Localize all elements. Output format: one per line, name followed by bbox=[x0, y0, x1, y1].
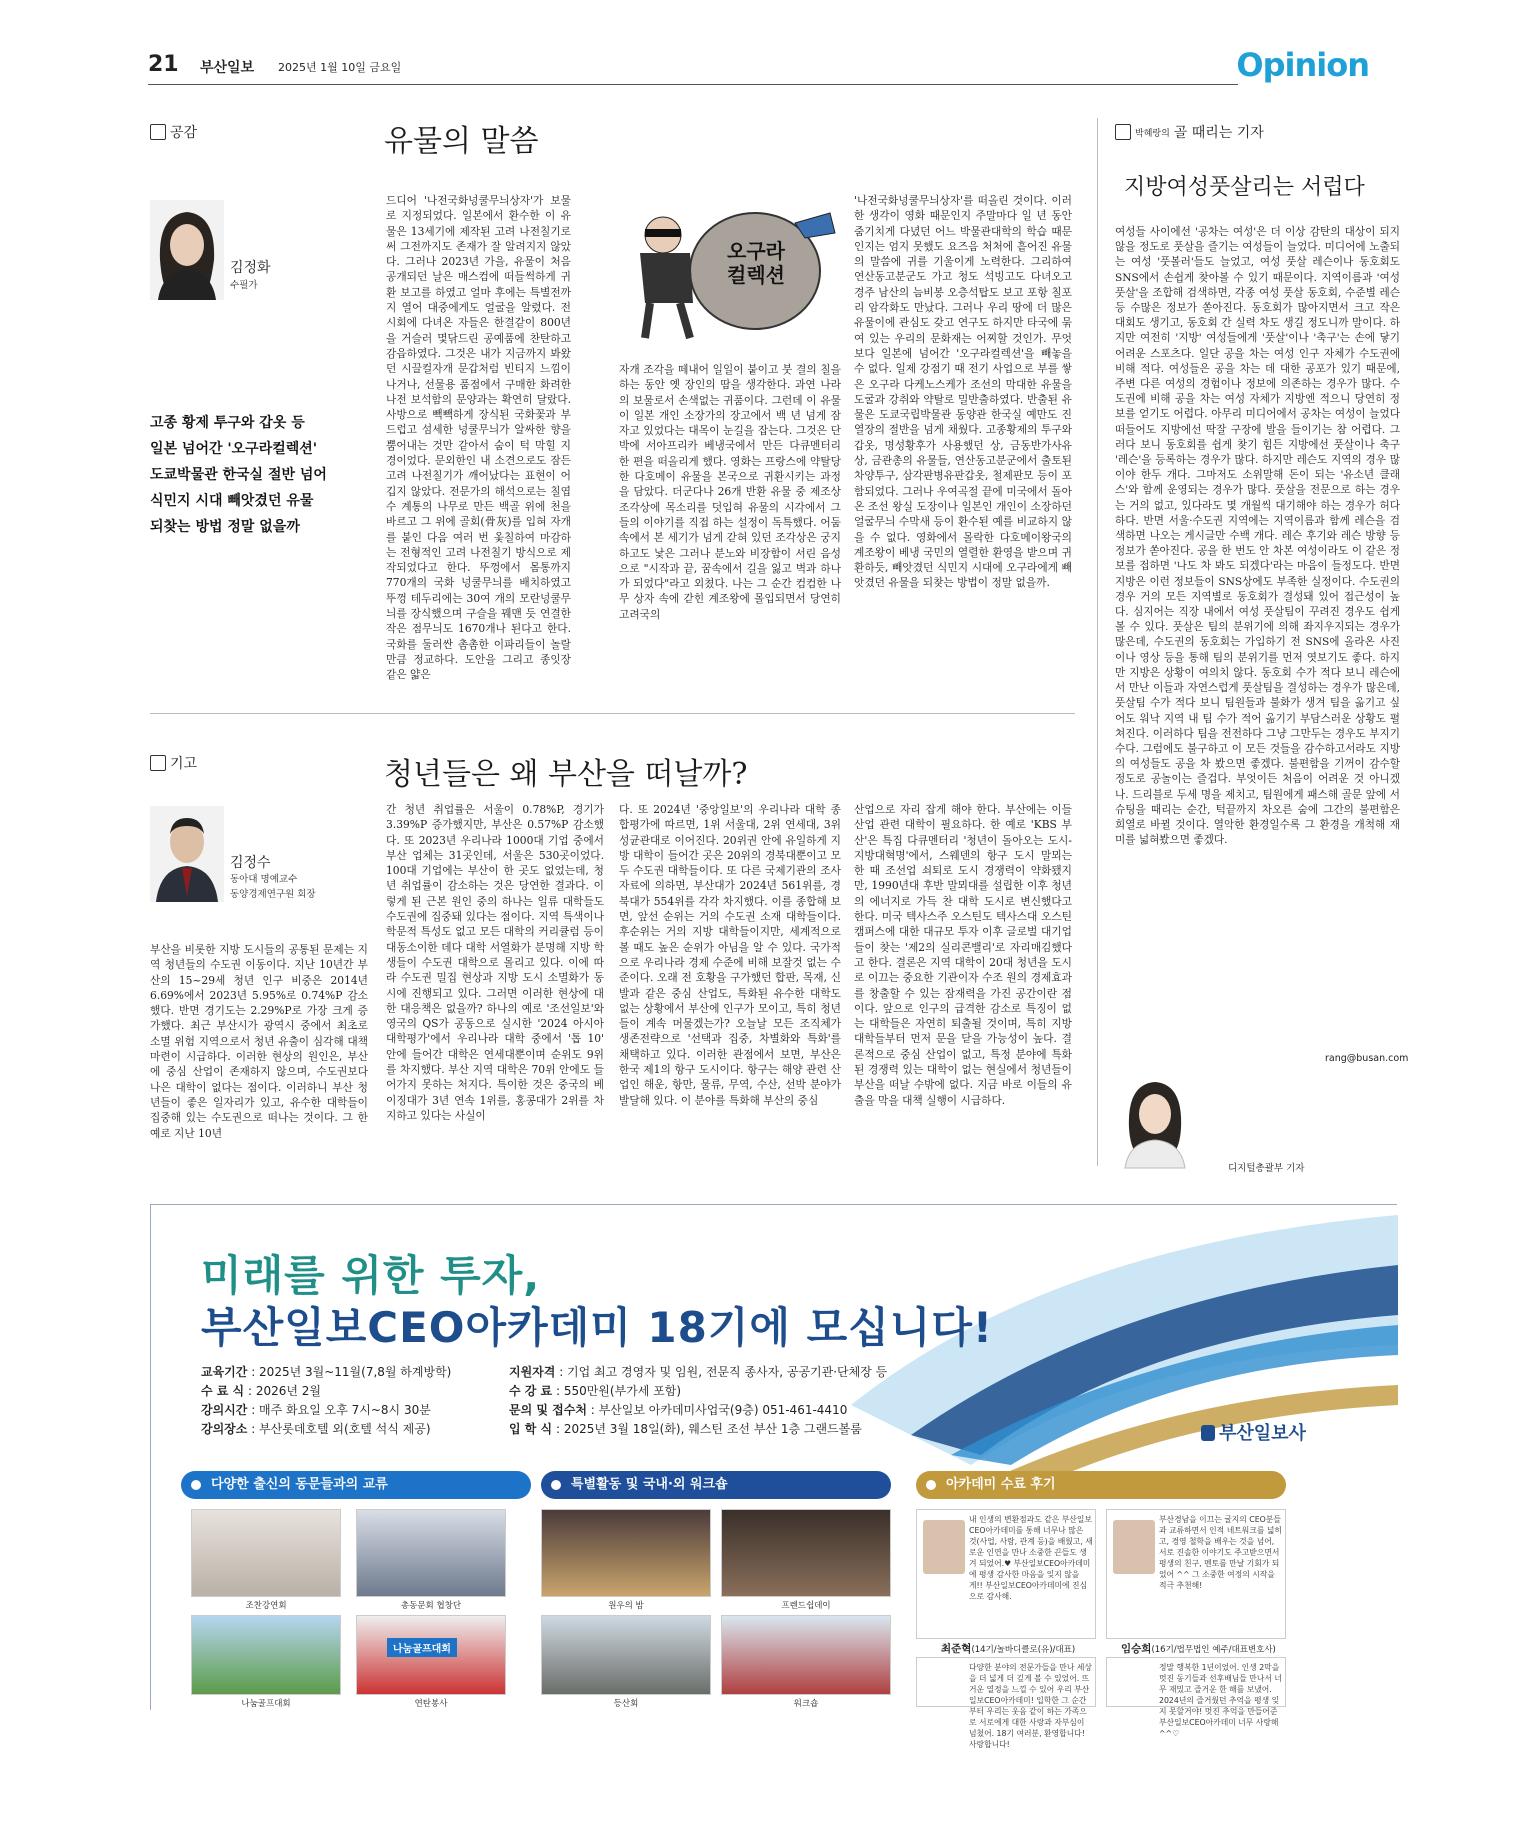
author-name: 김정화 bbox=[230, 260, 271, 276]
author-photo-kimjunghwa bbox=[150, 200, 224, 300]
testimonial-card bbox=[916, 1657, 1096, 1749]
testimonial-text: 다양한 분야의 전문가들을 만나 세상을 더 넓게 더 깊게 볼 수 있었어. 뜨거운 열정을 느낄 수 있어 우리 부산일보CEO아카데미! 입학한 그 순간부터 우리는 웃음 같이 하는 가족으로 서로에게 대한 사랑과 자부심이 넘쳤어. 18기 여러분, 환영합니다! 사랑합니다! bbox=[969, 1663, 1092, 1749]
info-row bbox=[509, 1401, 887, 1420]
column-label-gigo bbox=[150, 753, 197, 773]
photo-caption: 워크숍 bbox=[793, 1699, 819, 1709]
ad-headline-2: 부산일보CEO아카데미 18기에 모십니다! bbox=[201, 1303, 994, 1352]
info-key: 입 학 식 bbox=[509, 1422, 553, 1436]
info-value: : 부산일보 아카데미사업국(9층) 051-461-4410 bbox=[586, 1403, 848, 1417]
info-row bbox=[201, 1420, 451, 1439]
column-label-text: 공감 bbox=[170, 125, 198, 141]
pill-label: 아카데미 수료 후기 bbox=[946, 1477, 1056, 1492]
photo-caption: 총동문회 협창단 bbox=[400, 1601, 462, 1611]
testimonial-author bbox=[941, 1641, 1075, 1656]
info-row bbox=[201, 1363, 451, 1382]
info-row bbox=[201, 1382, 451, 1401]
brand-name: 부산일보사 bbox=[1219, 1423, 1306, 1444]
article-summary bbox=[150, 410, 370, 540]
header-rule bbox=[148, 84, 1238, 85]
author-role-line: 동아대 명예교수 bbox=[230, 874, 298, 885]
author-role: 수필가 bbox=[230, 280, 258, 291]
event-photo bbox=[721, 1509, 891, 1597]
article-body-col: 여성들 사이에선 '공차는 여성'은 더 이상 감탄의 대상이 되지 않을 정도로 풋살을 즐기는 여성들이 늘었다. 미디어에 노출되는 여성 '풋볼러'들도 늘었고, 여성 풋살 레슨이나 동호회도 SNS에서 손쉽게 찾아볼 수 있기 때문이다. 지역이름과 '여성 풋살'을 조합해 검색하면, 각종 여성 풋살 동호회, 수준별 레슨 등 수많은 정보가 쏟아진다. 동호회가 많아지면서 크고 작은 대회도 생기고, 동호회 간 실력 차도 생길 정도니까 말이다. 하지만 여전히 '지방' 여성들에게 '풋살'이나 '축구'는 손에 닿기 어려운 스포츠다. 일단 공을 차는 여성 인구 자체가 수도권에 비해 적다. 여성들은 공을 차는 데 대한 공포가 있기 때문에, 주변 다른 여성의 경험이나 정보에 의존하는 경우가 많다. 수도권에 비해 공을 차는 여성 자체가 지방엔 적으니 당연히 정보를 얻기도 어렵다. 아무리 미디어에서 공차는 여성이 늘었다 떠들어도 지방에선 딱잘 구장에 발을 들이기는 참 어렵다. 그러다 보니 동호회를 쉽게 찾기 힘든 지방에선 풋살이나 축구 '레슨'을 등록하는 경우가 많다. 하지만 레슨도 지역의 경우 많이야 한두 개다. 그마저도 소위말해 돈이 되는 '유소년 클래스'와 함께 운영되는 경우가 많다. 풋살을 전문으로 하는 경우는 거의 없고, 있다라도 몇 개월씩 대기해야 하는 경우가 허다하다. 반면 서울·수도권 지역에는 지역이름과 함께 레슨을 검색하면 나오는 게시글만 수백 개다. 레슨 후기와 레슨 방향 등 정보가 쏟아진다. 공을 한 번도 안 차본 여성이라도 이 같은 정보를 접하면 '나도 차 봐도 되겠다'라는 마음이 들정도다. 반면 지방은 이런 정보들이 SNS상에도 부족한 실정이다. 수도권의 경우 거의 모든 지역별로 동호회가 결성돼 있어 접근성이 높다. 심지어는 직장 내에서 여성 풋살팀이 꾸려진 경우도 쉽게 볼 수 있다. 풋살은 팀의 분위기에 의해 좌지우지되는 경우가 많은데, 수도권의 동호회는 가입하기 전 SNS에 올라온 사진이나 영상 등을 통해 팀의 분위기를 먼저 엿보기도 좋다. 하지만 지방은 상황이 여의치 않다. 동호회 수가 적다 보니 레슨에서 만난 이들과 자연스럽게 풋살팀을 결성하는 경우가 많은데, 풋살팀 수가 적다 보니 팀원들과 불화가 생겨 팀을 옮기고 싶어도 워낙 지역 내 팀 수가 적어 옮기기 부담스러운 상황도 펼쳐진다. 이러하다 팀을 전전하다 그냥 그만두는 경우도 부지기수다. 그럼에도 불구하고 이 모든 것들을 감수하고서라도 지방의 여성들도 공을 차 봤으면 좋겠다. 불편함을 기꺼이 감수할 정도로 공놀이는 즐겁다. 부엇이든 처음이 어려운 것 아니겠나. 드리블로 두세 명을 제치고, 팀원에게 패스해 골문 앞에 서 슈팅을 때리는 순간, 턱끝까지 차오른 숨에 그간의 불편함은 희열로 바뀔 것이다. 열악한 환경일수록 그 환경을 개척해 재미를 넓혀봤으면 좋겠다. bbox=[1115, 226, 1400, 847]
testimonial-card bbox=[1106, 1509, 1286, 1639]
portrait-woman-icon bbox=[1115, 1068, 1195, 1168]
testimonial-photo bbox=[1113, 1520, 1155, 1574]
photo-caption: 조찬강연회 bbox=[245, 1601, 287, 1611]
summary-line: 일본 넘어간 '오구라컬렉션' bbox=[150, 441, 318, 457]
info-key: 교육기간 bbox=[201, 1365, 248, 1379]
info-value: : 2025년 3월~11월(7,8월 하계방학) bbox=[247, 1365, 452, 1379]
author-name: 최준혁 bbox=[941, 1643, 972, 1655]
section-pill-activities bbox=[541, 1471, 891, 1499]
column-label-goal bbox=[1115, 122, 1264, 142]
info-row bbox=[509, 1363, 887, 1382]
info-value: : 2026년 2월 bbox=[244, 1384, 321, 1398]
cartoon-caption: 오구라 컬렉션 bbox=[727, 239, 785, 287]
ad-info-left bbox=[201, 1363, 451, 1439]
summary-line: 식민지 시대 빼앗겼던 유물 bbox=[150, 493, 314, 509]
event-photo bbox=[721, 1615, 891, 1695]
ceo-academy-advertisement bbox=[150, 1204, 1397, 1749]
article-headline: 유물의 말씀 bbox=[384, 124, 539, 159]
info-key: 수 료 식 bbox=[201, 1384, 245, 1398]
summary-line: 고종 황제 투구와 갑옷 등 bbox=[150, 415, 305, 431]
testimonial-author bbox=[1121, 1641, 1276, 1656]
event-photo bbox=[541, 1509, 711, 1597]
photo-caption: 원우의 밤 bbox=[608, 1601, 644, 1611]
bullet-icon bbox=[926, 1480, 936, 1490]
article-headline: 지방여성풋살리는 서럽다 bbox=[1124, 175, 1365, 200]
column-divider bbox=[1097, 118, 1098, 1166]
article-body-col: 드디어 '나전국화넝쿨무늬상자'가 보물로 지정되었다. 일본에서 환수한 이 유물은 13세기에 제작된 고려 나전칠기로써 그전까지도 존재가 잘 알려지지 않았다. 그러나 2023년 가을, 유물이 처음 공개되던 날은 매스컴에 떠들썩하게 귀환 보고를 하였고 얼마 후에는 특별전까지 열어 대중에게도 얼굴을 알렸다. 전시회에 다녀온 자들은 한결같이 800년을 거슬러 몇닦드린 공예품에 찬탄하고 감읍하였다. 그것은 내가 지금까지 봐왔던 시끌컬자개 문갑처럼 빈티지 느낌이 나거나, 선물용 품점에서 구매한 화려한 나전 보석함의 문양과는 확연히 달랐다. 사방으로 빽빽하게 장식된 국화꽃과 부드럽고 섬세한 넝쿨무늬가 알싸한 향을 뿜어내는 것만 같아서 숨이 턱 막힐 지경이었다. 문외한인 내 소견으로도 잠든 고려 나전칠기가 깨어났다는 표현이 어깁지 않았다. 전문가의 해석으로는 칠엽수 계통의 나무로 만든 백골 위에 천을 바르고 그 위에 골회(骨灰)를 입혀 자개를 붙인 다음 여러 번 옻칠하여 마감하는 전형적인 고려 나전칠기 방식으로 제작되었다고 한다. 뚜껑에서 몸통까지 770개의 국화 넝쿨무늬를 배치하였고 뚜껑 테두리에는 30여 개의 모란넝쿨무늬를 장식했으며 구슬을 꿰맨 듯 연결한 작은 점무늬도 1670개나 된다고 한다. 국화를 둘러싼 촘촘한 이파리들이 놀랄 만큼 정교하다. 도안을 그리고 종잇장 같은 얇은 bbox=[386, 194, 571, 682]
photo-caption: 프렌드쉽데이 bbox=[781, 1601, 831, 1611]
ad-brand bbox=[1201, 1419, 1306, 1445]
author-role: (14기/놀바디클로(유)/대표) bbox=[971, 1645, 1076, 1655]
info-row bbox=[201, 1401, 451, 1420]
author-name: 임승희 bbox=[1121, 1643, 1152, 1655]
article-body-col: 산업으로 자리 잡게 해야 한다. 부산에는 이들 산업 관련 대학이 필요하다. 한 예로 'KBS 부산'은 특집 다큐멘터리 '청년이 돌아오는 도시-지방대혁명'에서, 스웨덴의 항구 도시 말뫼는 한 때 조선업 쇠퇴로 도시 경쟁력이 약화됐지만, 1990년대 후반 말뫼대를 설립한 이후 청년의 에너지로 가득 찬 대학 도시로 변신했다고 한다. 미국 텍사스주 오스틴도 텍사스대 오스틴캠퍼스에 대한 대규모 투자 이후 글로벌 대기업들이 찾는 '제2의 실리콘밸리'로 자리매김했다고 한다. 결론은 지역 대학이 20대 청년을 도시로 이끄는 중요한 기관이자 수조 원의 경제효과를 창출할 수 있는 잠재력을 가진 공간이란 점이다. 앞으로 인구의 급격한 감소로 특징이 없는 대학들은 자연히 퇴출될 것이며, 특히 지방 대학들부터 먼저 문을 닫을 가능성이 높다. 결론적으로 중심 산업이 없고, 특정 분야에 특화된 경쟁력 있는 대학이 없는 현실에서 청년들이 부산을 떠날 수밖에 없다. 지금 바로 이들의 유출을 막을 대책 실행이 시급하다. bbox=[854, 803, 1072, 1107]
summary-line: 되찾는 방법 정말 없을까 bbox=[150, 519, 300, 535]
info-key: 강의시간 bbox=[201, 1403, 248, 1417]
book-icon bbox=[1115, 124, 1131, 140]
bullet-icon bbox=[551, 1480, 561, 1490]
info-key: 수 강 료 bbox=[509, 1384, 553, 1398]
info-value: : 기업 최고 경영자 및 임원, 전문직 종사자, 공공기관·단체장 등 bbox=[555, 1365, 888, 1379]
testimonial-text: 내 인생의 변환점과도 같은 부산일보 CEO아카데미를 통해 너무나 많은 것(사업, 사람, 관계 등)을 배웠고, 새로운 인연을 만나 소중한 끈들도 생겨 되었어.♥ 부산일보CEO아카데미에 평생 감사한 마음을 잊지 않을게!! 부산일보CEO아카데미에 진심으로 감사해. bbox=[969, 1515, 1093, 1601]
event-photo bbox=[356, 1509, 506, 1597]
book-icon bbox=[150, 755, 166, 771]
testimonial-text: 정말 행복한 1년이었어. 인생 2막을 멋진 동기들과 선후배님들 만나서 너무 재밌고 즐거운 한 해를 보냈어. 2024년의 즐거웠던 추억을 평생 잊지 못할거야! 멋진 추억을 만들어준 부산일보CEO아카데미 너무 사랑해 ^^♡ bbox=[1159, 1663, 1282, 1738]
event-photo bbox=[541, 1615, 711, 1695]
section-pill-reviews bbox=[916, 1471, 1286, 1499]
author-name: 김정수 bbox=[230, 855, 271, 871]
article-body-col: 간 청년 취업률은 서울이 0.78%P, 경기가 3.39%P 증가했지만, 부산은 0.57%P 감소했다. 또 2023년 우리나라 1000대 기업 중에서 부산 업체는 31곳인데, 서울은 530곳이었다. 100대 기업에는 부산이 한 곳도 없었는데, 청년 취업률이 감소하는 것은 당연한 결과다. 이렇게 된 근본 원인 중의 하나는 일류 대학들도 수도권에 집중돼 있다는 점이다. 지역 특색이나 학문적 특성도 없고 모든 대학의 커리큘럼 등이 대동소이한 데다 대학 서열화가 분명해 지방 학생들이 수도권 대학으로 몰리고 있다. 이에 따라 수도권 밀집 현상과 지방 도시 소멸화가 동시에 진행되고 있다. 그러면 이러한 현상에 대한 대응책은 없을까? 하나의 예로 '조선일보'와 영국의 QS가 공동으로 실시한 '2024 아시아 대학평가'에서 우리나라 대학 중에서 '톱 10' 안에 들어간 대학은 연세대뿐이며 순위도 9위를 차지했다. 부산 지역 대학은 70위 안에도 들어가지 못하는 처지다. 특이한 것은 중국의 베이징대가 3년 연속 1위를, 홍콩대가 2위를 차지하고 있다는 사실이 bbox=[386, 803, 604, 1122]
cartoon-illustration bbox=[615, 193, 840, 343]
article-headline: 청년들은 왜 부산을 떠날까? bbox=[384, 757, 748, 792]
section-logo: Opinion bbox=[1236, 46, 1369, 84]
portrait-man-icon bbox=[150, 806, 224, 902]
info-value: : 2025년 3월 18일(화), 웨스틴 조선 부산 1층 그랜드볼룸 bbox=[552, 1422, 862, 1436]
info-key: 문의 및 접수처 bbox=[509, 1403, 587, 1417]
summary-line: 도쿄박물관 한국실 절반 넘어 bbox=[150, 467, 327, 483]
testimonial-text: 부산경남을 이끄는 굴지의 CEO분들과 교류하면서 인적 네트워크를 넓히고, 경영 철학을 배우는 것을 넘어, 서로 진솔한 이야기도 주고받으면서 평생의 친구, 멘토를 만날 기회가 되었어 ^^ 그 소중한 여정의 시작을 적극 추천해! bbox=[1159, 1515, 1282, 1590]
column-label-text: 골 때리는 기자 bbox=[1173, 125, 1264, 141]
info-value: : 매주 화요일 오후 7시~8시 30분 bbox=[247, 1403, 431, 1417]
issue-date: 2025년 1월 10일 금요일 bbox=[278, 61, 402, 74]
bullet-icon bbox=[191, 1480, 201, 1490]
photo-caption: 연탄봉사 bbox=[414, 1699, 448, 1709]
event-photo bbox=[191, 1615, 341, 1695]
photo-caption: 나눔골프대회 bbox=[241, 1699, 291, 1709]
author-email: rang@busan.com bbox=[1325, 1053, 1409, 1064]
author-role: (16기/법무법인 예주/대표변호사) bbox=[1151, 1645, 1276, 1655]
testimonial-photo bbox=[923, 1520, 965, 1574]
photo-banner: 나눔골프대회 bbox=[387, 1638, 457, 1657]
article-body-col: 자개 조각을 떼내어 일일이 붙이고 붓 결의 칠을 하는 동안 옛 장인의 땀을 생각한다. 과연 나라의 보물로서 손색없는 귀품이다. 그런데 이 유물이 일본 개인 소장가의 장고에서 백 년 넘게 잠자고 있었다는 대목이 눈길을 잡는다. 그것은 단박에 서아프리카 베냉국에서 만든 다큐멘터리 한 편을 떠올리게 했다. 영화는 프랑스에 약탈당한 다호메이 유물을 본국으로 귀환시키는 과정을 담았다. 더군다나 26개 반환 유물 중 제조상 조각상에 목소리를 덧입혀 유물의 시각에서 그들의 이야기를 직접 하는 설정이 독특했다. 어둠 속에서 본 세기가 넘게 갇혀 있던 조각상은 궁지하고도 낯은 그러나 분노와 비장함이 서린 음성으로 "시작과 끝, 꿈속에서 길을 잃고 벽과 하나가 되었다"라고 외쳤다. 나는 그 순간 컴컴한 나무 상자 속에 갇힌 계조왕에 몰입되면서 당연히 고려국의 bbox=[619, 363, 841, 621]
portrait-woman-icon bbox=[150, 200, 224, 300]
info-row bbox=[509, 1382, 887, 1401]
column-label-text: 기고 bbox=[170, 756, 198, 772]
brand-logo-icon bbox=[1201, 1425, 1215, 1441]
info-key: 강의장소 bbox=[201, 1422, 248, 1436]
author-photo-reporter bbox=[1115, 1068, 1195, 1168]
author-photo-kimjungsu bbox=[150, 806, 224, 902]
column-label-gonggam bbox=[150, 122, 197, 142]
info-value: : 550만원(부가세 포함) bbox=[552, 1384, 682, 1398]
article-body-col: 부산을 비롯한 지방 도시들의 공통된 문제는 지역 청년들의 수도권 이동이다. 지난 10년간 부산의 15~29세 청년 인구 비중은 2014년 6.69%에서 2023년 5.95%로 0.74%P 감소했다. 반면 경기도는 2.29%P로 가장 크게 증가했다. 최근 부산시가 광역시 중에서 최초로 소멸 위험 지역으로서 청년 유출이 심각해 대책 마련이 시급하다. 이러한 현상의 원인은, 부산에 중심 산업이 존재하지 않으며, 수도권보다 나은 대학이 없다는 점이다. 이러하니 부산 청년들이 좋은 일자리가 있고, 유수한 대학들이 집중해 있는 수도권으로 떠나는 것이다. 그 한 예로 지난 10년 bbox=[150, 943, 368, 1140]
info-row bbox=[509, 1420, 887, 1439]
article-body-col: '나전국화넝쿨무늬상자'를 떠올린 것이다. 이러한 생각이 영화 때문인지 주말마다 일 년 동안 줌기치게 다녔던 어느 박물관대학의 학습 때문인지는 엄지 못했도 요즈음 처처에 흩어진 유물의 말씀에 귀를 기울이게 노력한다. 그리하여 연산동고분군도 가고 청도 석빙고도 다녀오고 경주 남산의 늠비봉 오층석탑도 보고 포항 칠포리 암각화도 만났다. 그러나 우리 땅에 더 많은 유물이에 관심도 갖고 연구도 하지만 타국에 묶여 있는 우리의 문화재는 어찌할 것인가. 무엇보다 일본에 넘어간 '오구라컬렉션'을 빼놓을 수 없다. 일제 강점기 때 전기 사업으로 부를 쌓은 오구라 다케노스케가 조선의 막대한 유물을 도굴과 강취와 약탈로 밀반출하였다. 반출된 유물은 도쿄국립박물관 동양관 한국실 예만도 진열장의 절반을 넘게 채웠다. 고종황제의 투구와 갑옷, 명성황후가 사용했던 상, 금동반가사유상, 금관총의 유물들, 연산동고분군에서 출토된 차양투구, 삼각판병유판갑옷, 철제판모 등이 포함되었다. 그러나 우여곡절 끝에 미국에서 돌아온 조선 왕실 도장이나 일본인 개인이 소장하던 얼굴무늬 수막새 등이 환수된 예를 비교하지 않을 수 없다. 영화에서 몰락한 다호메이왕국의 계조왕이 베냉 국민의 열렬한 환영을 받으며 귀환하듯, 빼앗겼던 식민지 시대에 오구라에게 빼앗겼던 유물을 되찾는 방법이 정말 없을까. bbox=[854, 194, 1072, 590]
newspaper-name: 부산일보 bbox=[200, 60, 255, 76]
testimonial-card bbox=[916, 1509, 1096, 1639]
pill-label: 특별활동 및 국내·외 워크숍 bbox=[571, 1477, 728, 1492]
page-header bbox=[148, 46, 1369, 84]
page-number: 21 bbox=[148, 52, 179, 77]
event-photo bbox=[356, 1615, 506, 1695]
testimonial-card bbox=[1106, 1657, 1286, 1738]
author-role bbox=[230, 872, 316, 902]
section-pill-alumni bbox=[181, 1471, 531, 1499]
info-value: : 부산롯데호텔 외(호텔 석식 제공) bbox=[247, 1422, 431, 1436]
author-credit: 디지털총괄부 기자 bbox=[1228, 1163, 1305, 1174]
event-photo bbox=[191, 1509, 341, 1597]
book-icon bbox=[150, 124, 166, 140]
article-body-col: 다. 또 2024년 '중앙일보'의 우리나라 대학 종합평가에 따르면, 1위 서울대, 2위 연세대, 3위 성균관대로 이어진다. 20위권 안에 유일하게 지방 대학이 들어간 곳은 20위의 경북대뿐이고 모두 수도권 대학들이다. 또 다른 국제기관의 조사 자료에 의하면, 부산대가 2024년 561위를, 경북대가 554위를 각각 차지했다. 이를 종합해 보면, 앞선 순위는 거의 수도권 소재 대학들이다. 후순위는 거의 지방 대학들이지만, 세계적으로 볼 때도 높은 순위가 아님을 알 수 있다. 국가적으로 우리나라 경제 수준에 비해 보잘것 없는 수준이다. 오래 전 호황을 구가했던 합판, 목재, 신발과 같은 중심 산업도, 특화된 유수한 대학도 없는 상황에서 부산에 인구가 모이고, 특히 청년들이 계속 머물겠는가? 오늘날 모든 조직체가 생존전략으로 '선택과 집중, 차별화와 특화'를 채택하고 있다. 이러한 관점에서 보면, 부산은 한국 제1의 항구 도시이다. 항구는 해양 관련 산업인 해운, 항만, 물류, 무역, 수산, 선박 분야가 발달해 있다. 이 분야를 특화해 부산의 중심 bbox=[619, 803, 841, 1107]
author-role-line: 동양경제연구원 회장 bbox=[230, 889, 316, 900]
ad-headline-1: 미래를 위한 투자, bbox=[201, 1251, 541, 1300]
section-divider bbox=[150, 713, 1075, 714]
photo-caption: 등산회 bbox=[613, 1699, 639, 1709]
column-label-small: 박혜랑의 bbox=[1135, 128, 1170, 139]
pill-label: 다양한 출신의 동문들과의 교류 bbox=[211, 1477, 388, 1492]
info-key: 지원자격 bbox=[509, 1365, 556, 1379]
ad-info-right bbox=[509, 1363, 887, 1439]
